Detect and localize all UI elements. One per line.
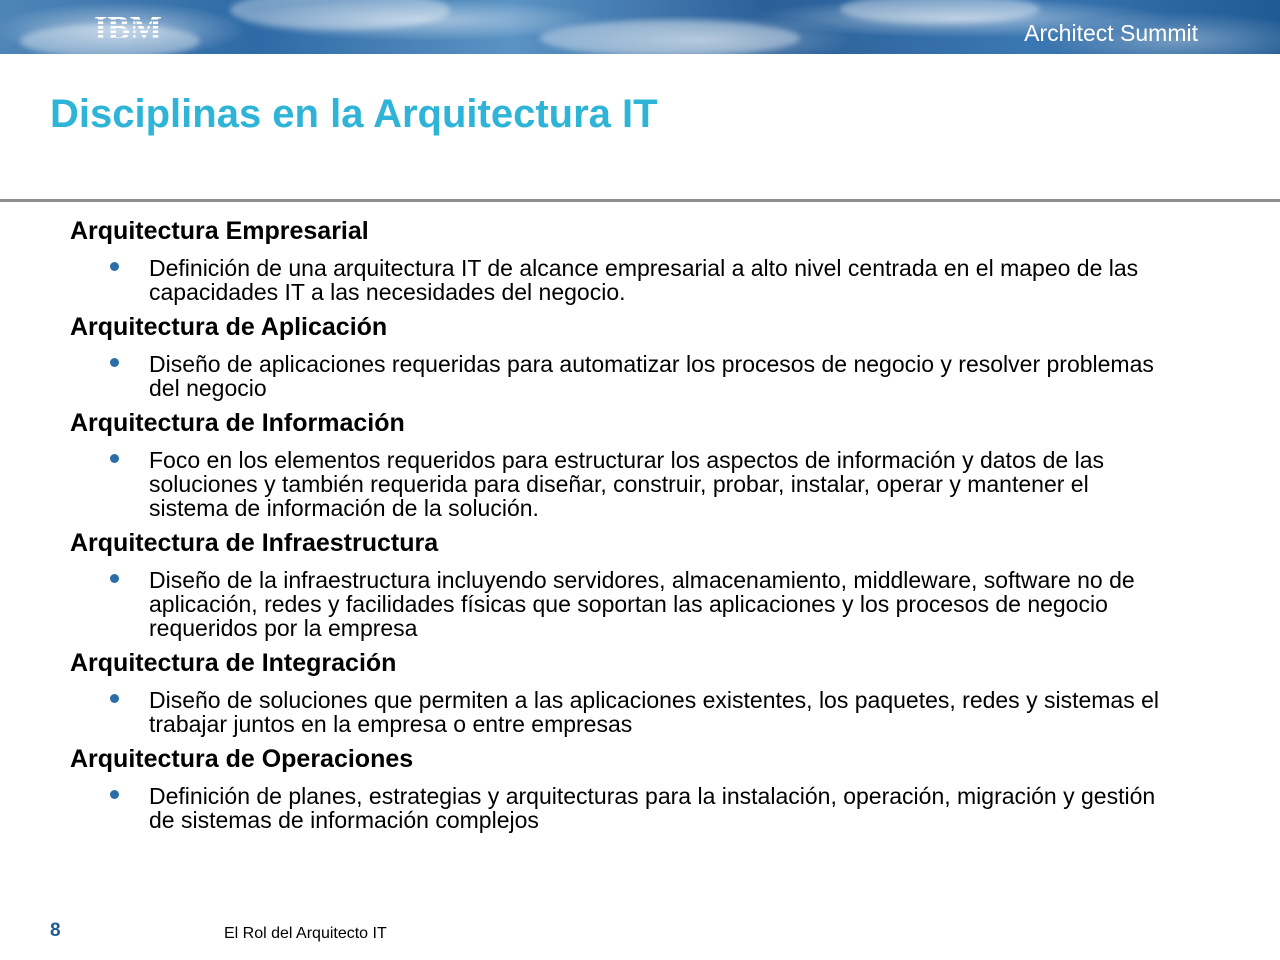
section-operations [70, 742, 1170, 832]
bullet-text: Diseño de soluciones que permiten a las aplicaciones existentes, los paquetes, redes y sistemas el trabajar juntos en la empresa o entre empresas [149, 687, 1160, 737]
section-heading: Arquitectura de Operaciones [70, 745, 414, 773]
slide-title: Disciplinas en la Arquitectura IT [50, 92, 658, 136]
bullet-item [70, 256, 1170, 304]
event-name: Architect Summit [1024, 20, 1198, 46]
bullet-text: Definición de planes, estrategias y arquitecturas para la instalación, operación, migración y gestión de sistemas de información complejos [149, 783, 1156, 833]
bullet-icon [110, 574, 119, 583]
bullet-icon [110, 358, 119, 367]
page-number: 8 [50, 920, 61, 941]
section-application [70, 310, 1170, 400]
bullet-item [70, 688, 1170, 736]
bullet-icon [110, 790, 119, 799]
bullet-item [70, 352, 1170, 400]
title-divider [0, 199, 1280, 202]
section-heading: Arquitectura de Integración [70, 649, 397, 677]
section-heading: Arquitectura de Aplicación [70, 313, 388, 341]
bullet-item [70, 448, 1170, 520]
section-information [70, 406, 1170, 520]
section-infrastructure [70, 526, 1170, 640]
slide-content [70, 214, 1170, 838]
bullet-item [70, 568, 1170, 640]
section-enterprise [70, 214, 1170, 304]
section-heading: Arquitectura de Información [70, 409, 405, 437]
svg-text:IBM: IBM [94, 10, 162, 44]
bullet-text: Definición de una arquitectura IT de alcance empresarial a alto nivel centrada en el mapeo de las capacidades IT a las necesidades del negocio. [149, 255, 1139, 305]
bullet-icon [110, 262, 119, 271]
bullet-icon [110, 694, 119, 703]
bullet-item [70, 784, 1170, 832]
presentation-title: El Rol del Arquitecto IT [224, 925, 387, 942]
ibm-logo [88, 8, 168, 44]
bullet-text: Diseño de la infraestructura incluyendo servidores, almacenamiento, middleware, software no de aplicación, redes y facilidades físicas que soportan las aplicaciones y los procesos de negocio requeridos por la empresa [149, 567, 1135, 641]
section-heading: Arquitectura Empresarial [70, 217, 369, 245]
bullet-icon [110, 454, 119, 463]
section-integration [70, 646, 1170, 736]
bullet-text: Diseño de aplicaciones requeridas para automatizar los procesos de negocio y resolver problemas del negocio [149, 351, 1154, 401]
header-banner [0, 0, 1280, 54]
section-heading: Arquitectura de Infraestructura [70, 529, 439, 557]
bullet-text: Foco en los elementos requeridos para estructurar los aspectos de información y datos de las soluciones y también requerida para diseñar, construir, probar, instalar, operar y mantener el sistema de información de la solución. [149, 447, 1105, 521]
